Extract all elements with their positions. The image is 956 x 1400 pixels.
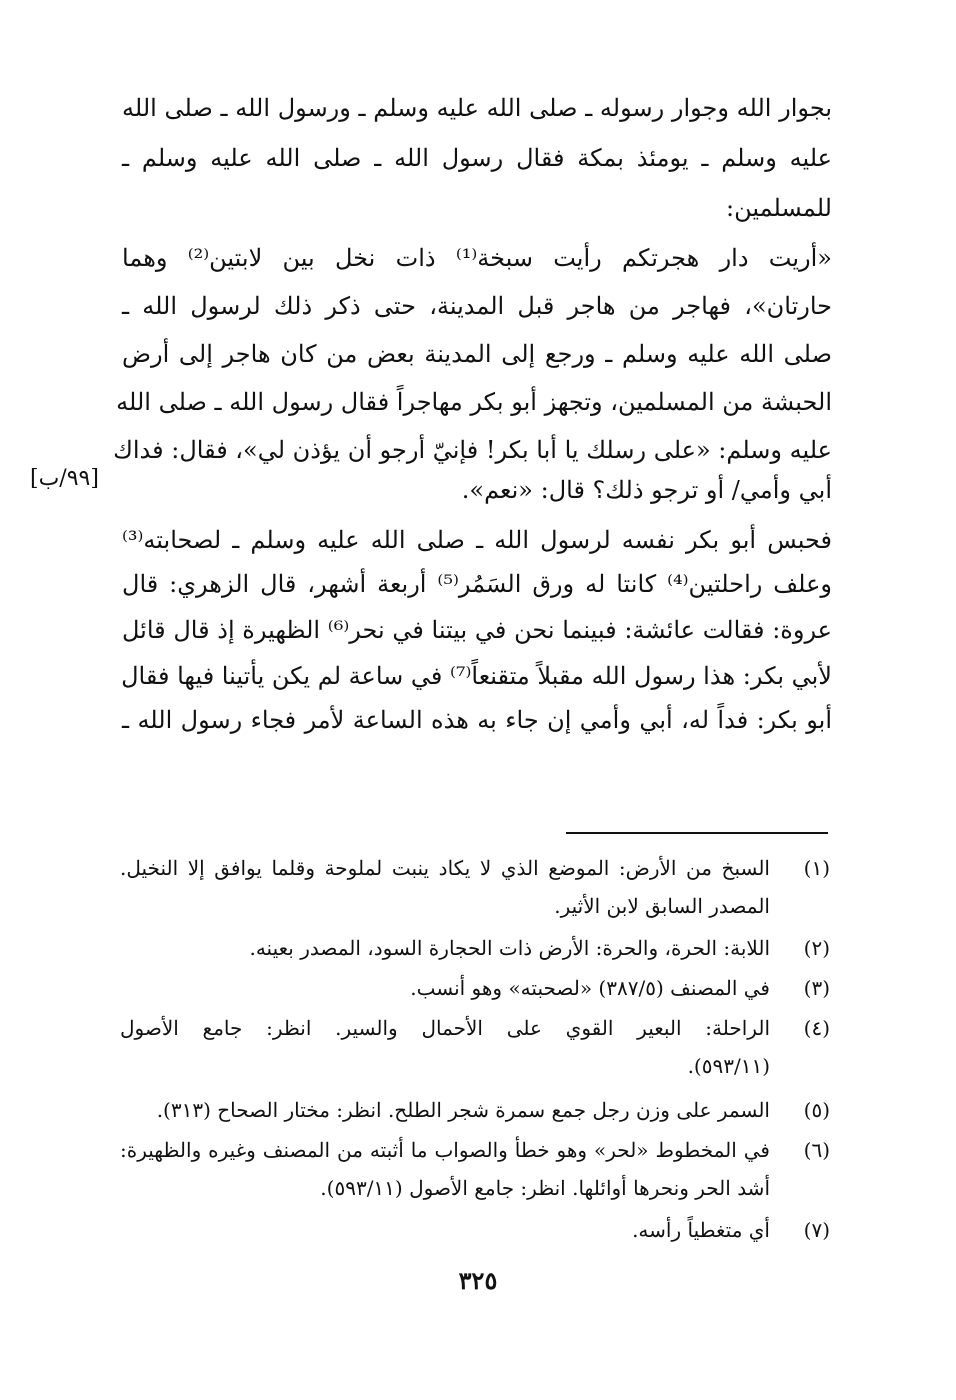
footnote-text: السمر على وزن رجل جمع سمرة شجر الطلح. انظر: مختار الصحاح (٣١٣). bbox=[156, 1098, 770, 1122]
body-line: عليه وسلم: «على رسلك يا أبا بكر! فإنيّ أرجو أن يؤذن لي»، فقال: فداك bbox=[113, 436, 832, 464]
body-line: حارتان»، فهاجر من هاجر قبل المدينة، حتى ذكر ذلك لرسول الله ـ bbox=[122, 292, 832, 320]
footnote-text: في المخطوط «لحر» وهو خطأ والصواب ما أثبته من المصنف وغيره والظهيرة: bbox=[120, 1138, 770, 1162]
footnote-number: (٤) bbox=[803, 1016, 830, 1040]
footnote-text: اللابة: الحرة، والحرة: الأرض ذات الحجارة السود، المصدر بعينه. bbox=[249, 936, 770, 960]
body-line: «أريت دار هجرتكم رأيت سبخة⁽¹⁾ ذات نخل بين لابتين⁽²⁾ وهما bbox=[122, 244, 832, 272]
page-number: ٣٢٥ bbox=[458, 1266, 498, 1295]
body-line: وعلف راحلتين⁽⁴⁾ كانتا له ورق السَمُر⁽⁵⁾ أربعة أشهر، قال الزهري: قال bbox=[122, 570, 832, 598]
footnote-number: (٣) bbox=[803, 976, 830, 1000]
body-line: عروة: فقالت عائشة: فبينما نحن في بيتنا في نحر⁽⁶⁾ الظهيرة إذ قال قائل bbox=[122, 616, 833, 644]
body-line: الحبشة من المسلمين، وتجهز أبو بكر مهاجراً فقال رسول الله ـ صلى الله bbox=[116, 388, 832, 416]
footnote-text: السبخ من الأرض: الموضع الذي لا يكاد ينبت لملوحة وقلما يوافق إلا النخيل. bbox=[120, 856, 770, 880]
footnote-text: أشد الحر ونحرها أوائلها. انظر: جامع الأصول (٥٩٣/١١). bbox=[320, 1176, 770, 1200]
footnote-text: الراحلة: البعير القوي على الأحمال والسير. انظر: جامع الأصول bbox=[120, 1016, 770, 1040]
footnote-number: (٧) bbox=[803, 1218, 830, 1242]
body-line: فحبس أبو بكر نفسه لرسول الله ـ صلى الله عليه وسلم ـ لصحابته⁽³⁾ bbox=[122, 526, 832, 554]
footnote-number: (٢) bbox=[803, 936, 830, 960]
body-line: لأبي بكر: هذا رسول الله مقبلاً متقنعاً⁽⁷⁾ في ساعة لم يكن يأتينا فيها فقال bbox=[121, 662, 832, 690]
footnote-number: (٦) bbox=[803, 1138, 830, 1162]
body-line: أبي وأمي/ أو ترجو ذلك؟ قال: «نعم». bbox=[461, 476, 832, 504]
manuscript-folio-marker: [٩٩/ب] bbox=[30, 466, 99, 491]
body-line: عليه وسلم ـ يومئذ بمكة فقال رسول الله ـ صلى الله عليه وسلم ـ bbox=[122, 144, 832, 172]
footnote-text: (٥٩٣/١١). bbox=[687, 1054, 770, 1078]
footnote-text: المصدر السابق لابن الأثير. bbox=[554, 894, 770, 918]
body-line: صلى الله عليه وسلم ـ ورجع إلى المدينة بعض من كان هاجر إلى أرض bbox=[122, 340, 832, 368]
footnote-text: في المصنف (٣٨٧/٥) «لصحبته» وهو أنسب. bbox=[410, 976, 770, 1000]
footnote-number: (١) bbox=[803, 856, 830, 880]
footnote-separator bbox=[566, 832, 828, 834]
body-line: للمسلمين: bbox=[726, 194, 832, 222]
body-line: أبو بكر: فداً له، أبي وأمي إن جاء به هذه الساعة لأمر فجاء رسول الله ـ bbox=[122, 706, 832, 734]
body-line: بجوار الله وجوار رسوله ـ صلى الله عليه وسلم ـ ورسول الله ـ صلى الله bbox=[122, 94, 832, 122]
footnote-number: (٥) bbox=[803, 1098, 830, 1122]
footnote-text: أي متغطياً رأسه. bbox=[632, 1218, 770, 1242]
